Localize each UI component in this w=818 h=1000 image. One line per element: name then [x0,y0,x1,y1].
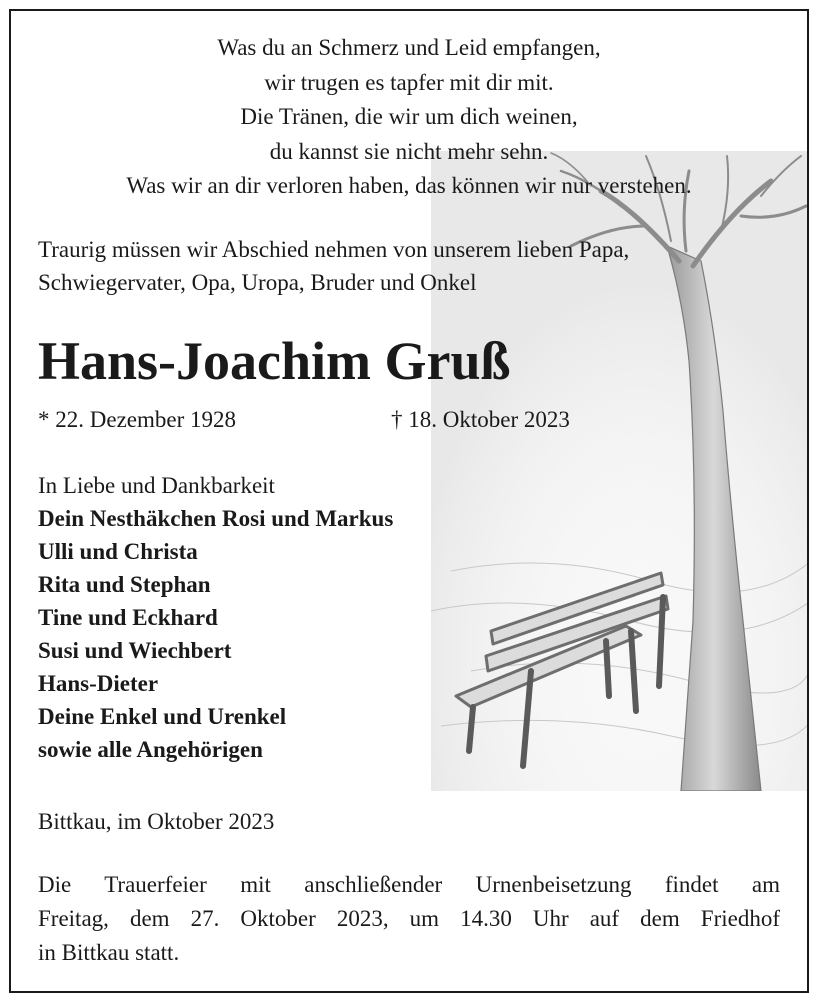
poem-line: wir trugen es tapfer mit dir mit. [264,69,554,95]
poem [11,31,807,204]
poem-line: Was wir an dir verloren haben, das können wir nur verstehen. [126,173,692,198]
death-date: † 18. Oktober 2023 [391,407,570,432]
mourner-name: Rita und Stephan [38,572,211,597]
intro-line: Schwiegervater, Opa, Uropa, Bruder und Onkel [38,270,477,295]
poem-line: du kannst sie nicht mehr sehn. [269,138,549,164]
mourner-name: Hans-Dieter [38,671,159,696]
service-line: Freitag, dem 27. Oktober 2023, um 14.30 Uhr auf dem Friedhof [38,906,780,931]
mourners-list [38,469,498,766]
service-line: in Bittkau statt. [38,940,180,965]
place-and-date: Bittkau, im Oktober 2023 [38,809,275,834]
mourner-name: Tine und Eckhard [38,605,218,630]
announcement-intro [38,233,798,299]
poem-line: Was du an Schmerz und Leid empfangen, [217,35,601,60]
mourner-name: Deine Enkel und Urenkel [38,704,287,729]
mourners-intro: In Liebe und Dankbarkeit [38,473,275,498]
service-line: Die Trauerfeier mit anschließender Urnenbeisetzung findet am [38,872,780,897]
poem-line: Die Tränen, die wir um dich weinen, [240,104,578,129]
mourner-name: sowie alle Angehörigen [38,737,263,762]
birth-date: * 22. Dezember 1928 [38,407,236,432]
life-dates [38,402,798,438]
funeral-service-info [38,868,780,970]
mourner-name: Dein Nesthäkchen Rosi und Markus [38,506,394,531]
mourner-name: Ulli und Christa [38,539,198,564]
mourner-name: Susi und Wiechbert [38,638,232,663]
intro-line: Traurig müssen wir Abschied nehmen von unserem lieben Papa, [38,237,630,262]
deceased-name: Hans-Joachim Gruß [38,331,511,391]
obituary-notice [9,9,809,993]
